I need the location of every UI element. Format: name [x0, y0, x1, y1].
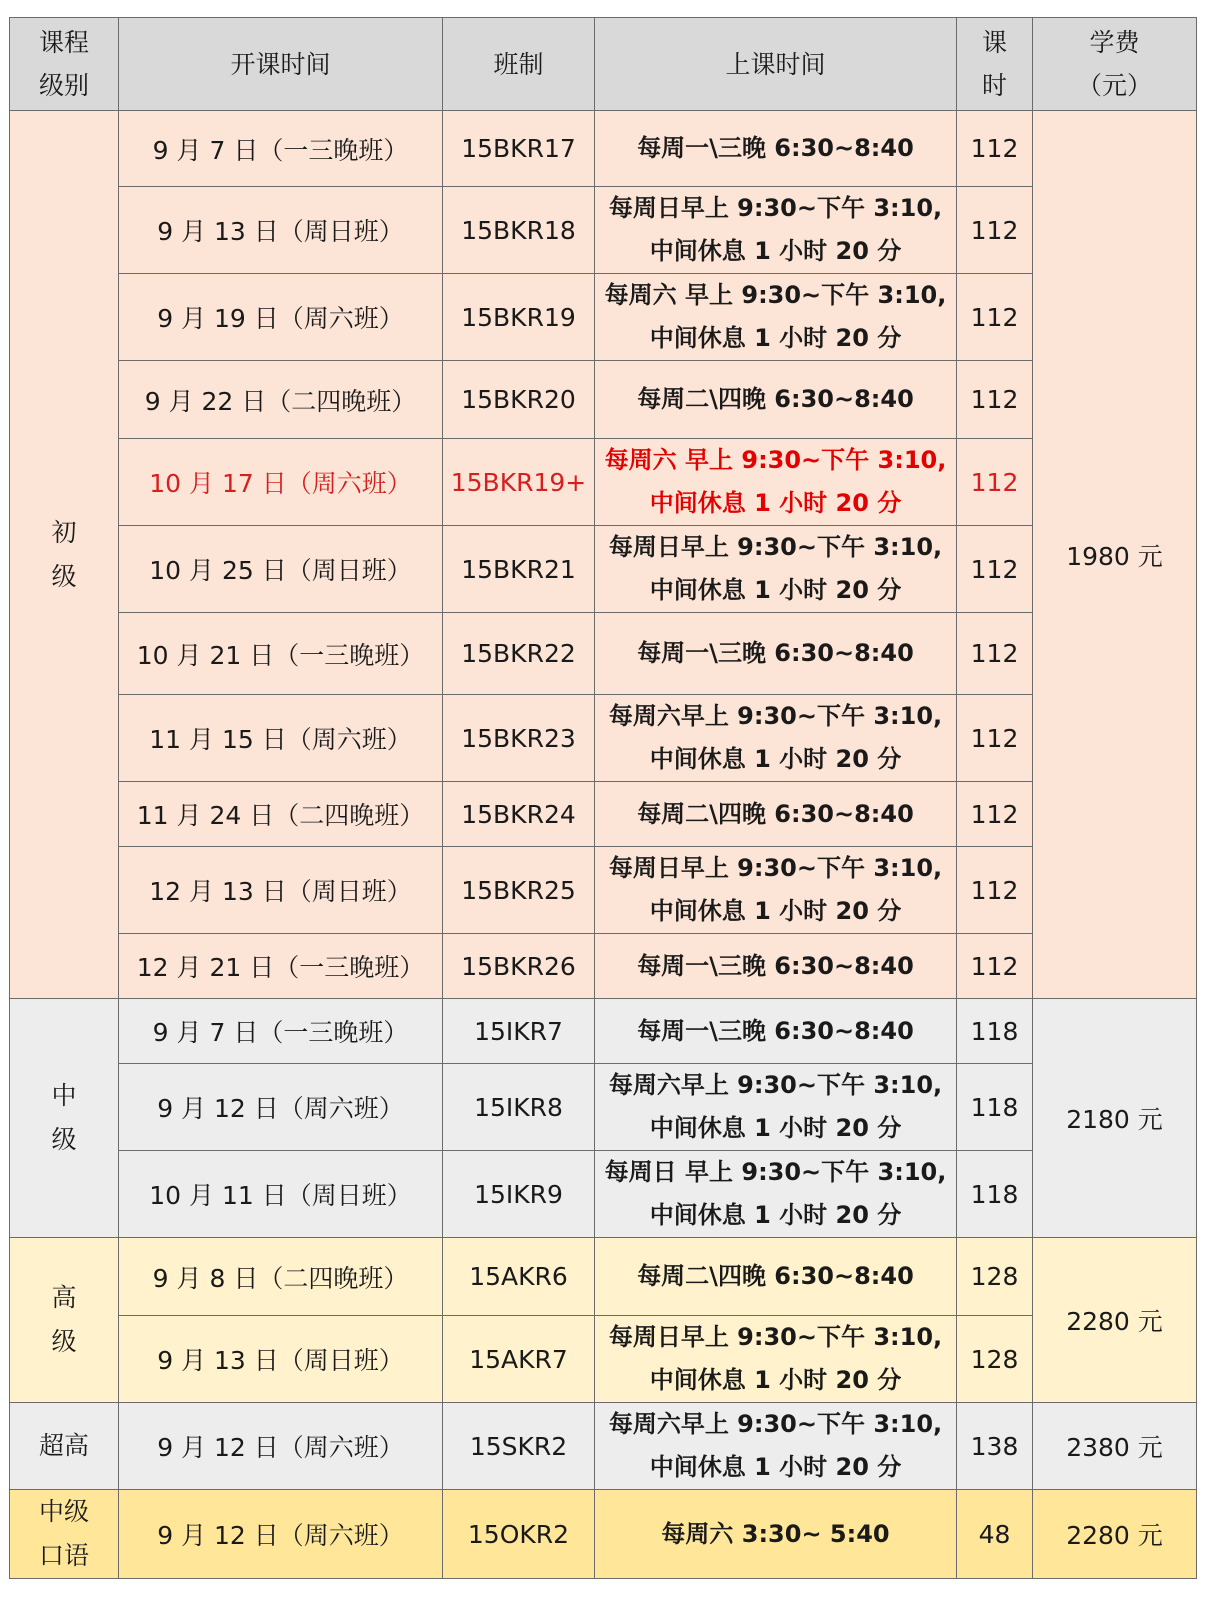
schedule-line: 每周六 早上 9:30~下午 3:10,	[604, 446, 947, 474]
schedule-line: 中间休息 1 小时 20 分	[649, 324, 902, 352]
table-row	[10, 1316, 1197, 1403]
table-row	[10, 1238, 1197, 1316]
level-cell	[10, 111, 119, 999]
start-date-cell: 11 月 15 日（周六班）	[119, 695, 443, 782]
schedule-line: 每周日早上 9:30~下午 3:10,	[608, 194, 943, 222]
hours-cell: 112	[957, 274, 1033, 361]
fee-cell: 2280 元	[1033, 1490, 1197, 1579]
schedule-line: 中间休息 1 小时 20 分	[649, 1114, 902, 1142]
schedule-line: 中间休息 1 小时 20 分	[649, 745, 902, 773]
schedule-cell	[595, 361, 957, 439]
level-cell	[10, 1490, 119, 1579]
header-level: 课程 级别	[10, 18, 119, 111]
table-row	[10, 187, 1197, 274]
level-cell	[10, 1238, 119, 1403]
schedule-line: 每周二\四晚 6:30~8:40	[637, 1262, 914, 1290]
table-row	[10, 934, 1197, 999]
schedule-line: 中间休息 1 小时 20 分	[649, 1453, 902, 1481]
table-row	[10, 999, 1197, 1064]
hours-cell: 138	[957, 1403, 1033, 1490]
table-row	[10, 847, 1197, 934]
start-date-cell: 10 月 25 日（周日班）	[119, 526, 443, 613]
level-label: 高	[51, 1283, 77, 1312]
header-schedule: 上课时间	[595, 18, 957, 111]
hours-cell: 128	[957, 1238, 1033, 1316]
table-row	[10, 1151, 1197, 1238]
class-code-cell: 15SKR2	[443, 1403, 595, 1490]
class-code-cell: 15BKR19	[443, 274, 595, 361]
hours-cell: 48	[957, 1490, 1033, 1579]
start-date-cell: 9 月 12 日（周六班）	[119, 1490, 443, 1579]
header-class-code: 班制	[443, 18, 595, 111]
start-date-cell: 9 月 8 日（二四晚班）	[119, 1238, 443, 1316]
hours-cell: 112	[957, 187, 1033, 274]
fee-cell: 2180 元	[1033, 999, 1197, 1238]
start-date-cell: 11 月 24 日（二四晚班）	[119, 782, 443, 847]
start-date-cell: 9 月 19 日（周六班）	[119, 274, 443, 361]
schedule-cell	[595, 187, 957, 274]
class-code-cell: 15BKR17	[443, 111, 595, 187]
schedule-line: 每周六早上 9:30~下午 3:10,	[608, 1071, 943, 1099]
schedule-cell	[595, 1403, 957, 1490]
start-date-cell: 12 月 21 日（一三晚班）	[119, 934, 443, 999]
class-code-cell: 15BKR23	[443, 695, 595, 782]
course-schedule-table	[9, 17, 1197, 1579]
schedule-line: 每周一\三晚 6:30~8:40	[637, 134, 914, 162]
schedule-line: 中间休息 1 小时 20 分	[649, 489, 902, 517]
schedule-cell	[595, 695, 957, 782]
class-code-cell: 15BKR18	[443, 187, 595, 274]
hours-cell: 112	[957, 782, 1033, 847]
schedule-line: 每周日 早上 9:30~下午 3:10,	[604, 1158, 947, 1186]
level-label: 级	[51, 561, 77, 591]
schedule-line: 每周日早上 9:30~下午 3:10,	[608, 533, 943, 561]
hours-cell: 112	[957, 526, 1033, 613]
class-code-cell: 15BKR26	[443, 934, 595, 999]
schedule-cell	[595, 1151, 957, 1238]
start-date-cell: 9 月 12 日（周六班）	[119, 1403, 443, 1490]
level-cell	[10, 999, 119, 1238]
start-date-cell: 9 月 13 日（周日班）	[119, 187, 443, 274]
start-date-cell: 9 月 13 日（周日班）	[119, 1316, 443, 1403]
schedule-line: 每周六 早上 9:30~下午 3:10,	[604, 281, 947, 309]
class-code-cell: 15AKR7	[443, 1316, 595, 1403]
class-code-cell: 15BKR21	[443, 526, 595, 613]
hours-cell: 118	[957, 999, 1033, 1064]
class-code-cell: 15IKR8	[443, 1064, 595, 1151]
level-label: 级	[51, 1327, 77, 1356]
hours-cell: 112	[957, 111, 1033, 187]
schedule-line: 每周二\四晚 6:30~8:40	[637, 799, 914, 828]
level-label: 中	[51, 1081, 77, 1110]
header-hours: 课 时	[957, 18, 1033, 111]
class-code-cell: 15IKR7	[443, 999, 595, 1064]
start-date-cell: 10 月 11 日（周日班）	[119, 1151, 443, 1238]
hours-cell: 128	[957, 1316, 1033, 1403]
schedule-line: 中间休息 1 小时 20 分	[649, 1201, 902, 1229]
hours-cell: 118	[957, 1151, 1033, 1238]
table-row	[10, 1403, 1197, 1490]
level-label: 初	[51, 517, 77, 547]
hours-cell: 112	[957, 934, 1033, 999]
schedule-cell	[595, 1490, 957, 1579]
schedule-cell	[595, 847, 957, 934]
fee-cell: 1980 元	[1033, 111, 1197, 999]
table-row	[10, 1064, 1197, 1151]
schedule-line: 中间休息 1 小时 20 分	[649, 237, 902, 265]
hours-cell: 112	[957, 361, 1033, 439]
start-date-cell: 10 月 21 日（一三晚班）	[119, 613, 443, 695]
table-row	[10, 526, 1197, 613]
table-row	[10, 613, 1197, 695]
header-row	[10, 18, 1197, 111]
schedule-cell	[595, 1064, 957, 1151]
hours-cell: 118	[957, 1064, 1033, 1151]
schedule-line: 每周日早上 9:30~下午 3:10,	[608, 854, 943, 882]
schedule-cell	[595, 613, 957, 695]
table-row	[10, 361, 1197, 439]
class-code-cell: 15BKR24	[443, 782, 595, 847]
schedule-line: 每周六早上 9:30~下午 3:10,	[608, 702, 943, 730]
table-row	[10, 111, 1197, 187]
schedule-cell	[595, 274, 957, 361]
hours-cell: 112	[957, 613, 1033, 695]
start-date-cell: 10 月 17 日（周六班）	[119, 439, 443, 526]
hours-cell: 112	[957, 695, 1033, 782]
table-row	[10, 695, 1197, 782]
schedule-line: 中间休息 1 小时 20 分	[649, 897, 902, 925]
schedule-cell	[595, 111, 957, 187]
class-code-cell: 15BKR20	[443, 361, 595, 439]
schedule-line: 每周二\四晚 6:30~8:40	[637, 385, 914, 413]
schedule-cell	[595, 526, 957, 613]
start-date-cell: 9 月 22 日（二四晚班）	[119, 361, 443, 439]
schedule-line: 每周一\三晚 6:30~8:40	[637, 951, 914, 980]
fee-cell: 2280 元	[1033, 1238, 1197, 1403]
schedule-line: 每周六 3:30~ 5:40	[661, 1519, 890, 1548]
schedule-line: 中间休息 1 小时 20 分	[649, 576, 902, 604]
table-row	[10, 274, 1197, 361]
schedule-line: 每周一\三晚 6:30~8:40	[637, 639, 914, 667]
schedule-line: 中间休息 1 小时 20 分	[649, 1366, 902, 1394]
hours-cell: 112	[957, 439, 1033, 526]
header-fee: 学费 （元）	[1033, 18, 1197, 111]
class-code-cell: 15AKR6	[443, 1238, 595, 1316]
schedule-cell	[595, 1316, 957, 1403]
schedule-cell	[595, 934, 957, 999]
start-date-cell: 12 月 13 日（周日班）	[119, 847, 443, 934]
level-label: 中级	[38, 1497, 89, 1526]
schedule-cell	[595, 439, 957, 526]
level-label: 口语	[38, 1541, 89, 1570]
class-code-cell: 15OKR2	[443, 1490, 595, 1579]
class-code-cell: 15BKR19+	[443, 439, 595, 526]
schedule-cell	[595, 782, 957, 847]
class-code-cell: 15IKR9	[443, 1151, 595, 1238]
level-label: 级	[51, 1125, 77, 1154]
start-date-cell: 9 月 7 日（一三晚班）	[119, 111, 443, 187]
header-start-date: 开课时间	[119, 18, 443, 111]
start-date-cell: 9 月 7 日（一三晚班）	[119, 999, 443, 1064]
table-row	[10, 782, 1197, 847]
fee-cell: 2380 元	[1033, 1403, 1197, 1490]
start-date-cell: 9 月 12 日（周六班）	[119, 1064, 443, 1151]
schedule-cell	[595, 999, 957, 1064]
hours-cell: 112	[957, 847, 1033, 934]
level-cell	[10, 1403, 119, 1490]
class-code-cell: 15BKR22	[443, 613, 595, 695]
class-code-cell: 15BKR25	[443, 847, 595, 934]
schedule-cell	[595, 1238, 957, 1316]
table-row	[10, 439, 1197, 526]
schedule-line: 每周六早上 9:30~下午 3:10,	[608, 1410, 943, 1438]
schedule-line: 每周日早上 9:30~下午 3:10,	[608, 1323, 943, 1351]
table-row	[10, 1490, 1197, 1579]
level-label: 超高	[38, 1431, 89, 1460]
schedule-line: 每周一\三晚 6:30~8:40	[637, 1016, 914, 1045]
